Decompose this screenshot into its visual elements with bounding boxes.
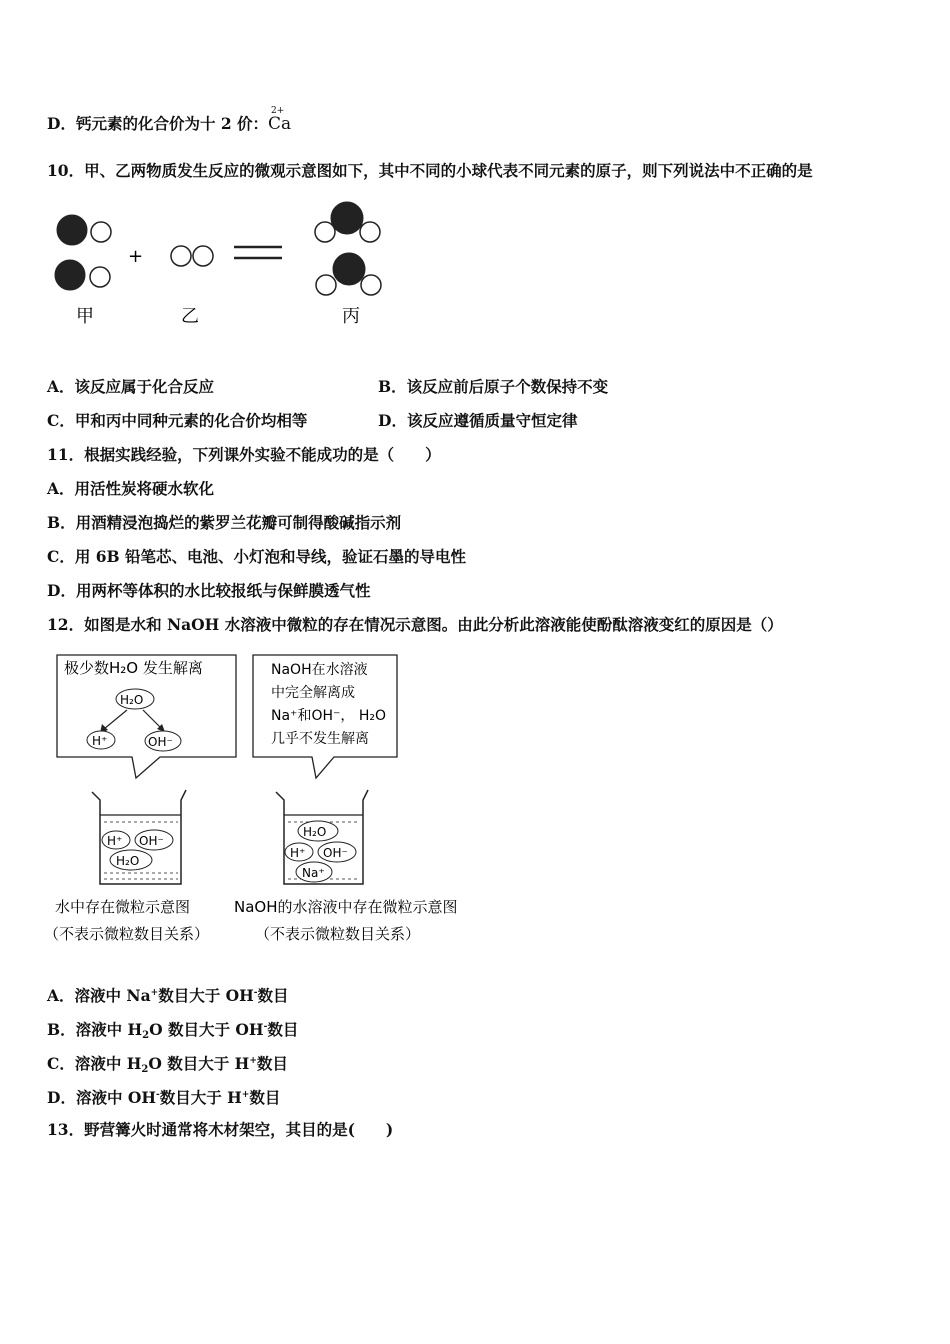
q12-d-part3: 数目 [249, 1088, 281, 1107]
q11-option-a: A．用活性炭将硬水软化 [47, 479, 215, 498]
box1-h2o: H₂O [120, 693, 144, 707]
q11-option-d: D．用两杯等体积的水比较报纸与保鲜膜透气性 [47, 581, 371, 600]
q12-d-sup2: + [241, 1090, 250, 1100]
q12-a-part2: 数目大于 OH [158, 986, 254, 1005]
calcium-symbol-text: Ca [268, 114, 292, 134]
q12-c-part1: C．溶液中 H [47, 1054, 142, 1073]
q12-b-part1: B．溶液中 H [47, 1020, 143, 1039]
q12-b-part3: 数目 [267, 1020, 299, 1039]
beaker2-oh: OH⁻ [323, 846, 348, 860]
q12-c-sub: 2 [141, 1064, 149, 1075]
q9-option-d-text: D．钙元素的化合价为十 2 价： [47, 114, 269, 133]
beaker1-h2o: H₂O [116, 854, 140, 868]
q12-a-sup1: + [150, 988, 159, 998]
calcium-charge: 2+ [271, 106, 285, 116]
q12-a-part3: 数目 [257, 986, 289, 1005]
q11-stem: 11．根据实践经验，下列课外实验不能成功的是（ ） [47, 445, 441, 464]
label-jia: 甲 [76, 306, 94, 327]
q12-c-part3: 数目 [256, 1054, 288, 1073]
q12-option-a [47, 982, 289, 1007]
caption2-line2: （不表示微粒数目关系） [255, 925, 421, 943]
beaker2-h: H⁺ [290, 846, 306, 860]
q12-option-d [47, 1084, 280, 1109]
box1-h: H⁺ [92, 734, 108, 748]
q12-stem: 12．如图是水和 NaOH 水溶液中微粒的存在情况示意图。由此分析此溶液能使酚酞溶液变红的原因是（） [47, 615, 783, 634]
label-yi: 乙 [181, 306, 199, 327]
box1-title: 极少数H₂O 发生解离 [64, 659, 203, 677]
q12-d-sup1: - [156, 1090, 160, 1100]
q10-option-c: C．甲和丙中同种元素的化合价均相等 [47, 411, 308, 430]
label-bing: 丙 [342, 306, 360, 327]
q12-option-c [47, 1050, 288, 1081]
box2-line4: 几乎不发生解离 [271, 731, 369, 747]
q12-b-sub: 2 [142, 1030, 150, 1041]
q10-option-d: D．该反应遵循质量守恒定律 [378, 411, 578, 430]
q11-option-c: C．用 6B 铅笔芯、电池、小灯泡和导线，验证石墨的导电性 [47, 547, 467, 566]
q12-option-b [47, 1016, 298, 1047]
beaker2-na: Na⁺ [302, 866, 325, 880]
q12-b-part2: O 数目大于 OH [149, 1020, 264, 1039]
caption1-line2: （不表示微粒数目关系） [44, 925, 210, 943]
q12-c-part2: O 数目大于 H [148, 1054, 250, 1073]
q12-d-part1: D．溶液中 OH [47, 1088, 156, 1107]
q12-a-sup2: - [253, 988, 258, 998]
q12-b-sup: - [263, 1022, 268, 1032]
box2-line3: Na⁺和OH⁻， H₂O [271, 708, 386, 724]
q10-option-b: B．该反应前后原子个数保持不变 [378, 377, 609, 396]
q11-option-b: B．用酒精浸泡捣烂的紫罗兰花瓣可制得酸碱指示剂 [47, 513, 402, 532]
beaker2-h2o: H₂O [303, 825, 327, 839]
q12-d-part2: 数目大于 H [159, 1088, 242, 1107]
box2-line2: 中完全解离成 [271, 685, 355, 701]
q12-a-part1: A．溶液中 Na [47, 986, 151, 1005]
beaker1-oh: OH⁻ [139, 834, 164, 848]
q12-c-sup: + [249, 1056, 257, 1066]
q10-stem: 10．甲、乙两物质发生反应的微观示意图如下，其中不同的小球代表不同元素的原子，则下列说法中不正确的是 [47, 161, 813, 180]
box2-line1: NaOH在水溶液 [271, 662, 368, 678]
beaker1-h: H⁺ [107, 834, 123, 848]
q10-option-a: A．该反应属于化合反应 [47, 377, 215, 396]
plus-sign: + [128, 246, 144, 267]
q13-stem: 13．野营篝火时通常将木材架空，其目的是( ) [47, 1120, 394, 1139]
box1-oh: OH⁻ [148, 735, 173, 749]
caption2-line1: NaOH的水溶液中存在微粒示意图 [234, 898, 458, 916]
caption1-line1: 水中存在微粒示意图 [55, 898, 191, 916]
